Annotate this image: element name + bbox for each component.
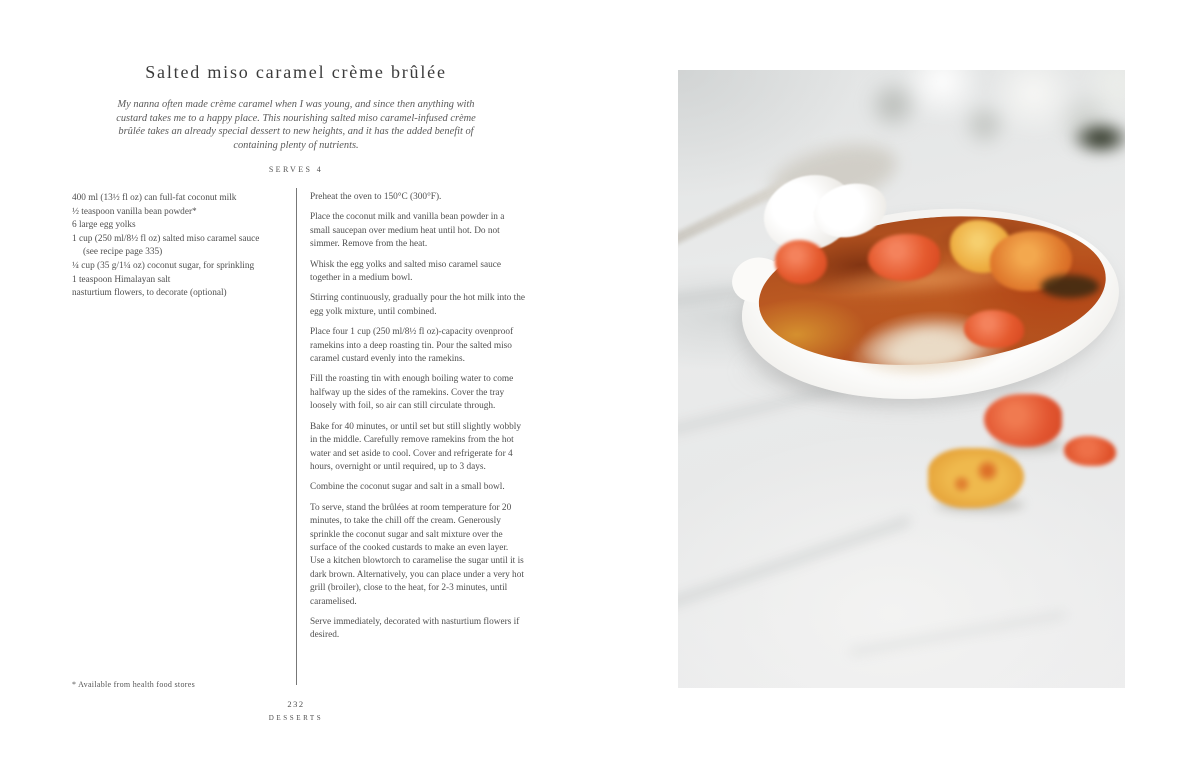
method-paragraph: Combine the coconut sugar and salt in a small bowl. — [310, 482, 505, 493]
loose-nasturtium-petal — [1064, 436, 1116, 466]
ingredient-line: 6 large egg yolks — [72, 220, 136, 231]
ingredient-footnote: * Available from health food stores — [72, 680, 195, 689]
ingredient-line: 400 ml (13½ fl oz) can full-fat coconut milk — [72, 193, 237, 203]
serves-label: SERVES 4 — [268, 165, 324, 174]
method-paragraph: Place four 1 cup (250 ml/8½ fl oz)-capacity ovenproof ramekins into a deep roasting tin. Pour the salted miso caramel custard evenly into the ramekins. — [310, 327, 514, 365]
ingredient-line: ½ teaspoon vanilla bean powder* — [72, 206, 197, 217]
marble-vein — [678, 516, 912, 611]
ingredients-list — [72, 192, 290, 301]
method-paragraph: Serve immediately, decorated with nasturtium flowers if desired. — [310, 616, 520, 641]
method-paragraph: Fill the roasting tin with enough boiling water to come halfway up the sides of the ramekins. Cover the tray loosely with foil, so air can still circulate through. — [310, 374, 514, 412]
column-divider-rule — [296, 188, 297, 685]
recipe-title: Salted miso caramel crème brûlée — [145, 62, 447, 82]
recipe-photo — [678, 70, 1125, 688]
page-number: 232 — [287, 699, 305, 709]
method-paragraph: Bake for 40 minutes, or until set but still slightly wobbly in the middle. Carefully remove ramekins from the hot water and set aside to cool. Cover and refrigerate for 4 hours, overnight or until required, up to 3 days. — [310, 421, 521, 472]
method-paragraph: Preheat the oven to 150°C (300°F). — [310, 192, 442, 202]
ingredient-line: nasturtium flowers, to decorate (optional) — [72, 288, 227, 299]
cloth-shadow — [1070, 120, 1125, 156]
recipe-intro: My nanna often made crème caramel when I was young, and since then anything with custard takes me to a happy place. This nourishing salted miso caramel-infused crème brûlée takes an already special dessert to new heights, and it has the added benefit of containing plenty of nutrients. — [116, 99, 476, 151]
flower-shadow — [1041, 275, 1099, 298]
marble-vein — [849, 611, 1067, 656]
section-label: DESSERTS — [268, 714, 324, 722]
nasturtium-flower — [775, 240, 827, 284]
ingredient-line: ¼ cup (35 g/1¼ oz) coconut sugar, for sprinkling — [72, 260, 255, 271]
ingredient-line-continuation: (see recipe page 335) — [83, 247, 163, 258]
method-paragraph: Stirring continuously, gradually pour the hot milk into the egg yolk mixture, until combined. — [310, 293, 526, 317]
method-paragraph: Whisk the egg yolks and salted miso caramel sauce together in a medium bowl. — [310, 259, 502, 284]
nasturtium-flower — [868, 234, 940, 281]
nasturtium-flower — [964, 310, 1024, 348]
loose-nasturtium-flower — [984, 394, 1062, 447]
ingredient-line: 1 teaspoon Himalayan salt — [72, 274, 171, 285]
ingredient-line: 1 cup (250 ml/8½ fl oz) salted miso caramel sauce — [72, 233, 260, 244]
method-paragraph: Place the coconut milk and vanilla bean powder in a small saucepan over medium heat until hot. Do not simmer. Remove from the heat. — [310, 212, 505, 250]
method-column — [310, 191, 525, 650]
method-paragraph: To serve, stand the brûlées at room temperature for 20 minutes, to take the chill off the cream. Generously sprinkle the coconut sugar and salt mixture over the surface of the cooked custards to make an even layer. Use a kitchen blowtorch to caramelise the sugar until it is dark brown. Alternatively, you can place under a very hot grill (broiler), close to the heat, for 2-3 minutes, until caramelised. — [310, 502, 524, 607]
